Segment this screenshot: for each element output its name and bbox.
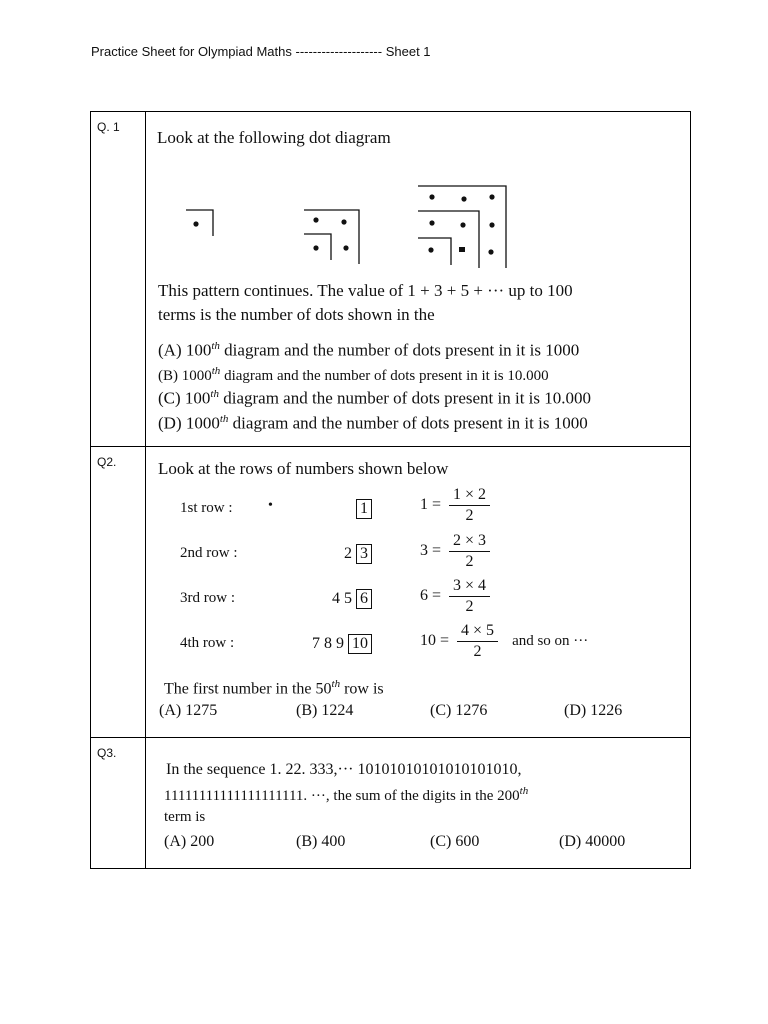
q2-option-a: (A) 1275 xyxy=(159,702,218,719)
page-header xyxy=(91,44,431,59)
q2-row-formula: 1 = $\frac{1 \times 2}{2}$ xyxy=(420,485,490,526)
q2-row-formula: 6 = $\frac{3 \times 4}{2}$ xyxy=(420,576,490,617)
boxed-number: 6 xyxy=(356,589,372,609)
q2-option-b: (B) 1224 xyxy=(296,702,354,719)
q2-row-numbers: 2 3 xyxy=(306,544,372,564)
q2-row-numbers: 7 8 9 10 xyxy=(286,634,372,654)
q3-option-b: (B) 400 xyxy=(296,833,346,850)
question-number: Q2. xyxy=(91,447,146,738)
question-row-1 xyxy=(91,112,691,447)
q1-stem-line2: terms is the number of dots shown in the xyxy=(158,305,435,324)
q1-option-b: (B) 1000th diagram and the number of dots present in it is 10.000 xyxy=(158,365,549,384)
fraction: $\frac{4 \times 5}{2}$ xyxy=(457,621,498,662)
question-body-3 xyxy=(146,738,691,869)
q3-line3: term is xyxy=(164,809,206,825)
header-dashes: -------------------- xyxy=(295,44,383,59)
q2-option-d: (D) 1226 xyxy=(564,702,623,719)
q1-stem-line1: This pattern continues. The value of 1 + 3 + 5 + ··· up to 100 xyxy=(158,281,573,300)
q3-option-d: (D) 40000 xyxy=(559,833,626,850)
q1-option-d: (D) 1000th diagram and the number of dots present in it is 1000 xyxy=(158,413,588,433)
q1-option-c: (C) 100th diagram and the number of dots present in it is 10.000 xyxy=(158,388,592,408)
q2-row-numbers xyxy=(336,499,372,519)
question-row-3 xyxy=(91,738,691,869)
q1-intro: Look at the following dot diagram xyxy=(157,128,391,147)
q3-option-a: (A) 200 xyxy=(164,833,215,850)
question-number: Q. 1 xyxy=(91,112,146,447)
fraction: $\frac{1 \times 2}{2}$ xyxy=(449,485,490,526)
dot-diagram xyxy=(146,172,686,272)
bullet-icon: • xyxy=(268,498,273,513)
question-body-2 xyxy=(146,447,691,738)
q2-row-label: 4th row : xyxy=(180,635,235,651)
question-row-2 xyxy=(91,447,691,738)
questions-table xyxy=(90,111,691,869)
q2-row-formula: 10 = $\frac{4 \times 5}{2}$ and so on ··· xyxy=(420,622,589,660)
q2-row-label: 3rd row : xyxy=(180,590,235,606)
dot-diagram-2 xyxy=(304,210,359,264)
q2-row-formula: 3 = $\frac{2 \times 3}{2}$ xyxy=(420,531,490,572)
q1-option-a: (A) 100th diagram and the number of dots present in it is 1000 xyxy=(158,340,580,360)
q2-intro: Look at the rows of numbers shown below xyxy=(158,459,449,478)
fraction: $\frac{3 \times 4}{2}$ xyxy=(449,576,490,617)
question-number: Q3. xyxy=(91,738,146,869)
q3-line1: In the sequence 1. 22. 333,··· 10101010101010101010, xyxy=(166,761,522,778)
dot-diagram-1 xyxy=(186,210,213,236)
header-title: Practice Sheet for Olympiad Maths xyxy=(91,44,292,59)
fraction: $\frac{2 \times 3}{2}$ xyxy=(449,531,490,572)
q2-row-numbers: 4 5 6 xyxy=(296,589,372,609)
boxed-number: 10 xyxy=(348,634,372,654)
q2-stem: The first number in the 50th row is xyxy=(164,678,384,698)
q2-option-c: (C) 1276 xyxy=(430,702,488,719)
q2-row-label: 2nd row : xyxy=(180,545,238,561)
dot-diagram-3 xyxy=(418,186,506,268)
q3-line2: 11111111111111111111. ···, the sum of the digits in the 200th xyxy=(164,785,529,804)
q3-option-c: (C) 600 xyxy=(430,833,480,850)
q2-row-label: 1st row : xyxy=(180,500,233,516)
boxed-number: 3 xyxy=(356,544,372,564)
question-body-1 xyxy=(146,112,691,447)
boxed-number: 1 xyxy=(356,499,372,519)
header-sheet: Sheet 1 xyxy=(385,44,431,59)
